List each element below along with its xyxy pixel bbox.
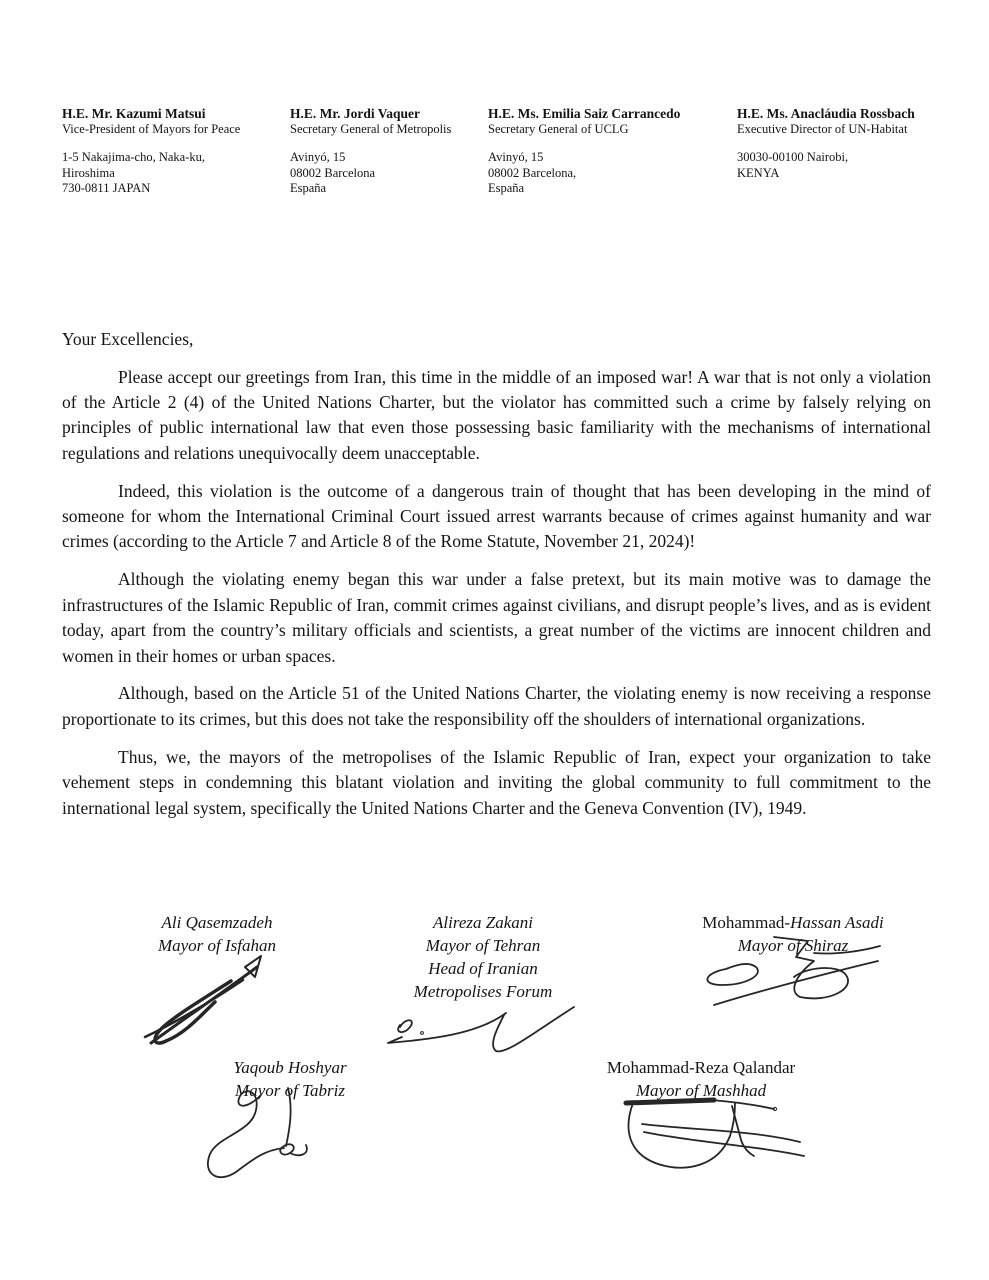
- address-line: 08002 Barcelona: [290, 165, 376, 180]
- recipient-name: H.E. Mr. Jordi Vaquer: [290, 106, 421, 121]
- address-line: Hiroshima: [62, 165, 115, 180]
- signatory-block-tehran: [390, 911, 576, 1003]
- recipient-block: [290, 106, 480, 197]
- signatory-name: Mohammad-Reza Qalandar: [606, 1058, 796, 1077]
- recipient-block: [62, 106, 280, 197]
- recipient-address: [290, 150, 480, 197]
- signatory-role: Head of Iranian: [428, 959, 538, 978]
- signatory-block-mashhad: [582, 1056, 820, 1102]
- signatory-role: Mayor of Isfahan: [157, 936, 277, 955]
- recipient-address: [737, 150, 952, 181]
- body-paragraph: Although the violating enemy began this war under a false pretext, but its main motive was to damage the infrastructures of the Islamic Republic of Iran, commit crimes against civilians, and disrupt people’s lives, and as is evident today, apart from the country’s military officials and scientists, a great number of the victims are innocent children and women in their homes or urban spaces.: [62, 569, 931, 666]
- address-line: 08002 Barcelona,: [488, 165, 577, 180]
- signatory-block-shiraz: [672, 911, 914, 957]
- signatory-block-tabriz: [194, 1056, 386, 1102]
- address-line: 730-0811 JAPAN: [62, 181, 151, 195]
- handwritten-signature-icon: [620, 1094, 810, 1176]
- address-line: Avinyó, 15: [488, 150, 544, 164]
- address-line: Avinyó, 15: [290, 150, 346, 164]
- body-paragraph: Although, based on the Article 51 of the United Nations Charter, the violating enemy is now receiving a response proportionate to its crimes, but this does not take the responsibility off the shoulders of international organizations.: [62, 683, 931, 729]
- address-line: España: [290, 181, 327, 195]
- signatory-role: Mayor of Tabriz: [235, 1081, 345, 1100]
- recipient-name: H.E. Ms. Anacláudia Rossbach: [737, 106, 915, 121]
- address-line: 1-5 Nakajima-cho, Naka-ku,: [62, 150, 205, 164]
- recipient-name: H.E. Ms. Emilia Saiz Carrancedo: [488, 106, 681, 121]
- recipient-title: Secretary General of Metropolis: [290, 122, 452, 136]
- salutation: Your Excellencies,: [62, 329, 194, 349]
- signatory-role: Mayor of Tehran: [425, 936, 541, 955]
- body-paragraph: Please accept our greetings from Iran, this time in the middle of an imposed war! A war that is not only a violation of the Article 2 (4) of the United Nations Charter, but the violator has committed such a crime by falsely relying on principles of public international law that even those possessing basic familiarity with the mechanisms of international regulations and relations unequivocally deem unacceptable.: [62, 366, 931, 463]
- signatory-name: Mohammad-Hassan Asadi: [702, 913, 884, 932]
- handwritten-signature-icon: [384, 1001, 582, 1059]
- recipient-block: [737, 106, 952, 181]
- signatory-role: Mayor of Mashhad: [635, 1081, 767, 1100]
- signatory-name: Yaqoub Hoshyar: [233, 1058, 347, 1077]
- body-paragraph: Indeed, this violation is the outcome of a dangerous train of thought that has been developing in the mind of someone for whom the International Criminal Court issued arrest warrants because of crimes against humanity and war crimes (according to the Article 7 and Article 8 of the Rome Statute, November 21, 2024)!: [62, 480, 931, 552]
- address-line: 30030-00100 Nairobi,: [737, 150, 849, 164]
- recipient-name: H.E. Mr. Kazumi Matsui: [62, 106, 206, 121]
- recipient-title: Secretary General of UCLG: [488, 122, 629, 136]
- address-line: España: [488, 181, 525, 195]
- recipient-address: [62, 150, 280, 197]
- signatory-role: Mayor of Shiraz: [737, 936, 849, 955]
- handwritten-signature-icon: [143, 951, 293, 1049]
- recipient-title: Vice-President of Mayors for Peace: [62, 122, 241, 136]
- address-line: KENYA: [737, 165, 780, 180]
- signatory-role: Metropolises Forum: [413, 982, 553, 1001]
- recipient-title: Executive Director of UN-Habitat: [737, 122, 908, 136]
- signatory-block-isfahan: [119, 911, 315, 957]
- body-paragraph: Thus, we, the mayors of the metropolises of the Islamic Republic of Iran, expect your organization to take vehement steps in condemning this blatant violation and inviting the global community to full commitment to the international legal system, specifically the United Nations Charter and the Geneva Convention (IV), 1949.: [62, 746, 931, 818]
- signatory-name: Ali Qasemzadeh: [161, 913, 273, 932]
- recipient-block: [488, 106, 730, 197]
- signatory-name: Alireza Zakani: [433, 913, 533, 932]
- letter-body: [62, 327, 931, 821]
- recipient-address: [488, 150, 730, 197]
